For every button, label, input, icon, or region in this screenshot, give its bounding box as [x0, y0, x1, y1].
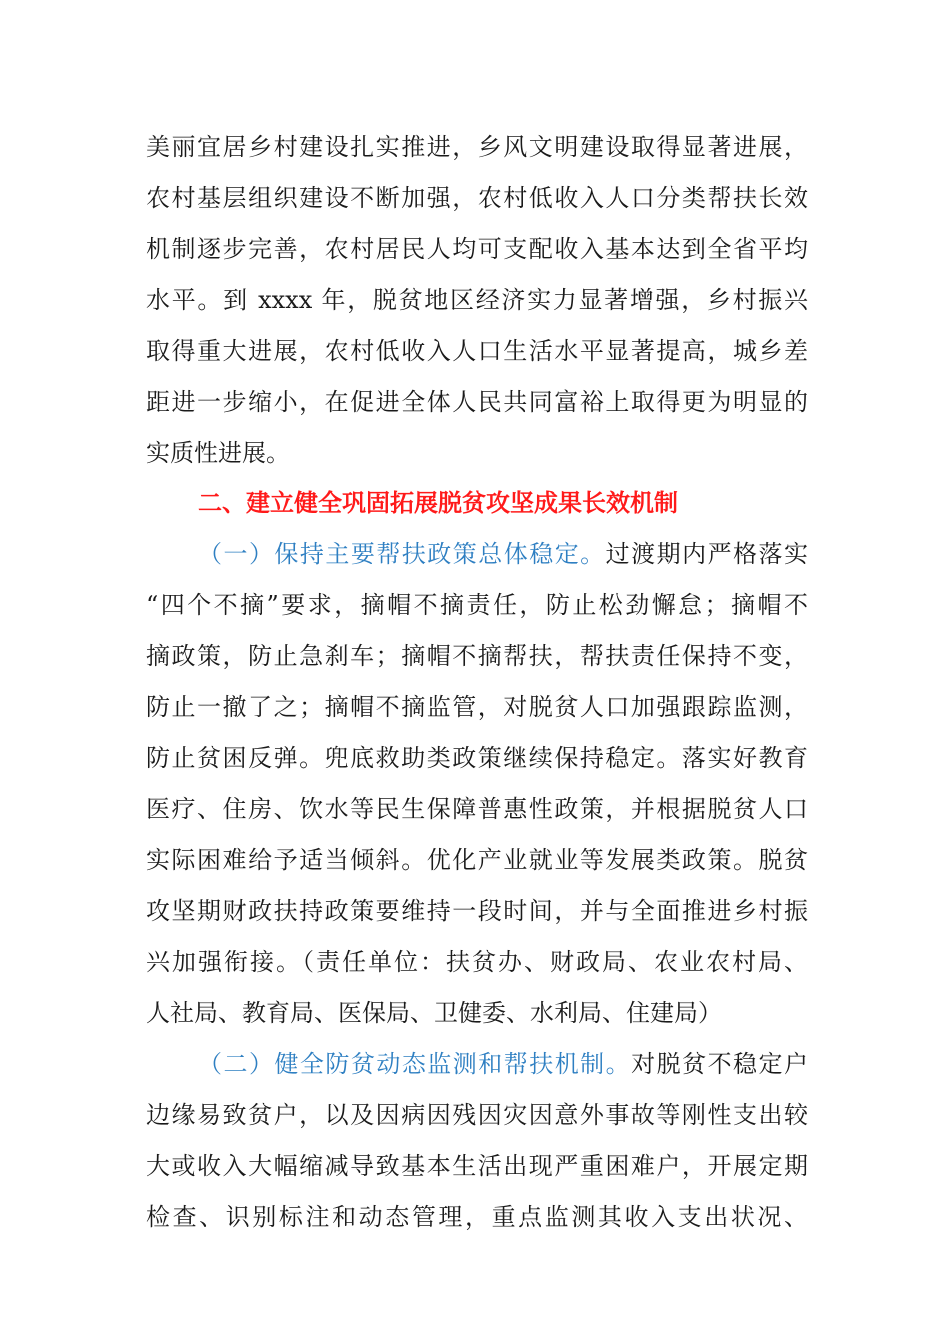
paragraph-line: 攻坚期财政扶持政策要维持一段时间，并与全面推进乡村振 — [146, 897, 808, 925]
paragraph-line: 检查、识别标注和动态管理，重点监测其收入支出状况、 — [146, 1203, 808, 1231]
paragraph-line: 美丽宜居乡村建设扎实推进，乡风文明建设取得显著进展， — [146, 133, 808, 161]
paragraph-line: 防止一撤了之；摘帽不摘监管，对脱贫人口加强跟踪监测， — [146, 693, 808, 721]
paragraph-line: 边缘易致贫户，以及因病因残因灾因意外事故等刚性支出较 — [146, 1101, 808, 1129]
paragraph-line: 摘政策，防止急刹车；摘帽不摘帮扶，帮扶责任保持不变， — [146, 642, 808, 670]
section-heading: 二、建立健全巩固拓展脱贫攻坚成果长效机制 — [198, 489, 678, 517]
item-subheading: （一）保持主要帮扶政策总体稳定。 — [198, 540, 606, 568]
item-text: 过渡期内严格落实 — [605, 540, 809, 568]
item-first-line — [198, 534, 808, 574]
paragraph-line: 兴加强衔接。（责任单位：扶贫办、财政局、农业农村局、 — [146, 948, 808, 976]
paragraph-line: 取得重大进展，农村低收入人口生活水平显著提高，城乡差 — [146, 337, 808, 365]
paragraph-line: 人社局、教育局、医保局、卫健委、水利局、住建局） — [146, 999, 722, 1027]
item-subheading: （二）健全防贫动态监测和帮扶机制。 — [198, 1050, 632, 1078]
paragraph-line: 机制逐步完善，农村居民人均可支配收入基本达到全省平均 — [146, 235, 808, 263]
paragraph-line: 防止贫困反弹。兜底救助类政策继续保持稳定。落实好教育 — [146, 744, 808, 772]
paragraph-line: “四个不摘”要求，摘帽不摘责任，防止松劲懈怠；摘帽不 — [146, 591, 808, 619]
item-first-line — [198, 1044, 808, 1084]
paragraph-line: 水平。到 xxxx 年，脱贫地区经济实力显著增强，乡村振兴 — [146, 286, 808, 314]
paragraph-line: 实质性进展。 — [146, 439, 290, 467]
paragraph-line: 大或收入大幅缩减导致基本生活出现严重困难户，开展定期 — [146, 1152, 808, 1180]
paragraph-line: 农村基层组织建设不断加强，农村低收入人口分类帮扶长效 — [146, 184, 808, 212]
item-text: 对脱贫不稳定户 — [631, 1050, 809, 1078]
paragraph-line: 实际困难给予适当倾斜。优化产业就业等发展类政策。脱贫 — [146, 846, 808, 874]
paragraph-line: 医疗、住房、饮水等民生保障普惠性政策，并根据脱贫人口 — [146, 795, 808, 823]
paragraph-line: 距进一步缩小，在促进全体人民共同富裕上取得更为明显的 — [146, 388, 808, 416]
